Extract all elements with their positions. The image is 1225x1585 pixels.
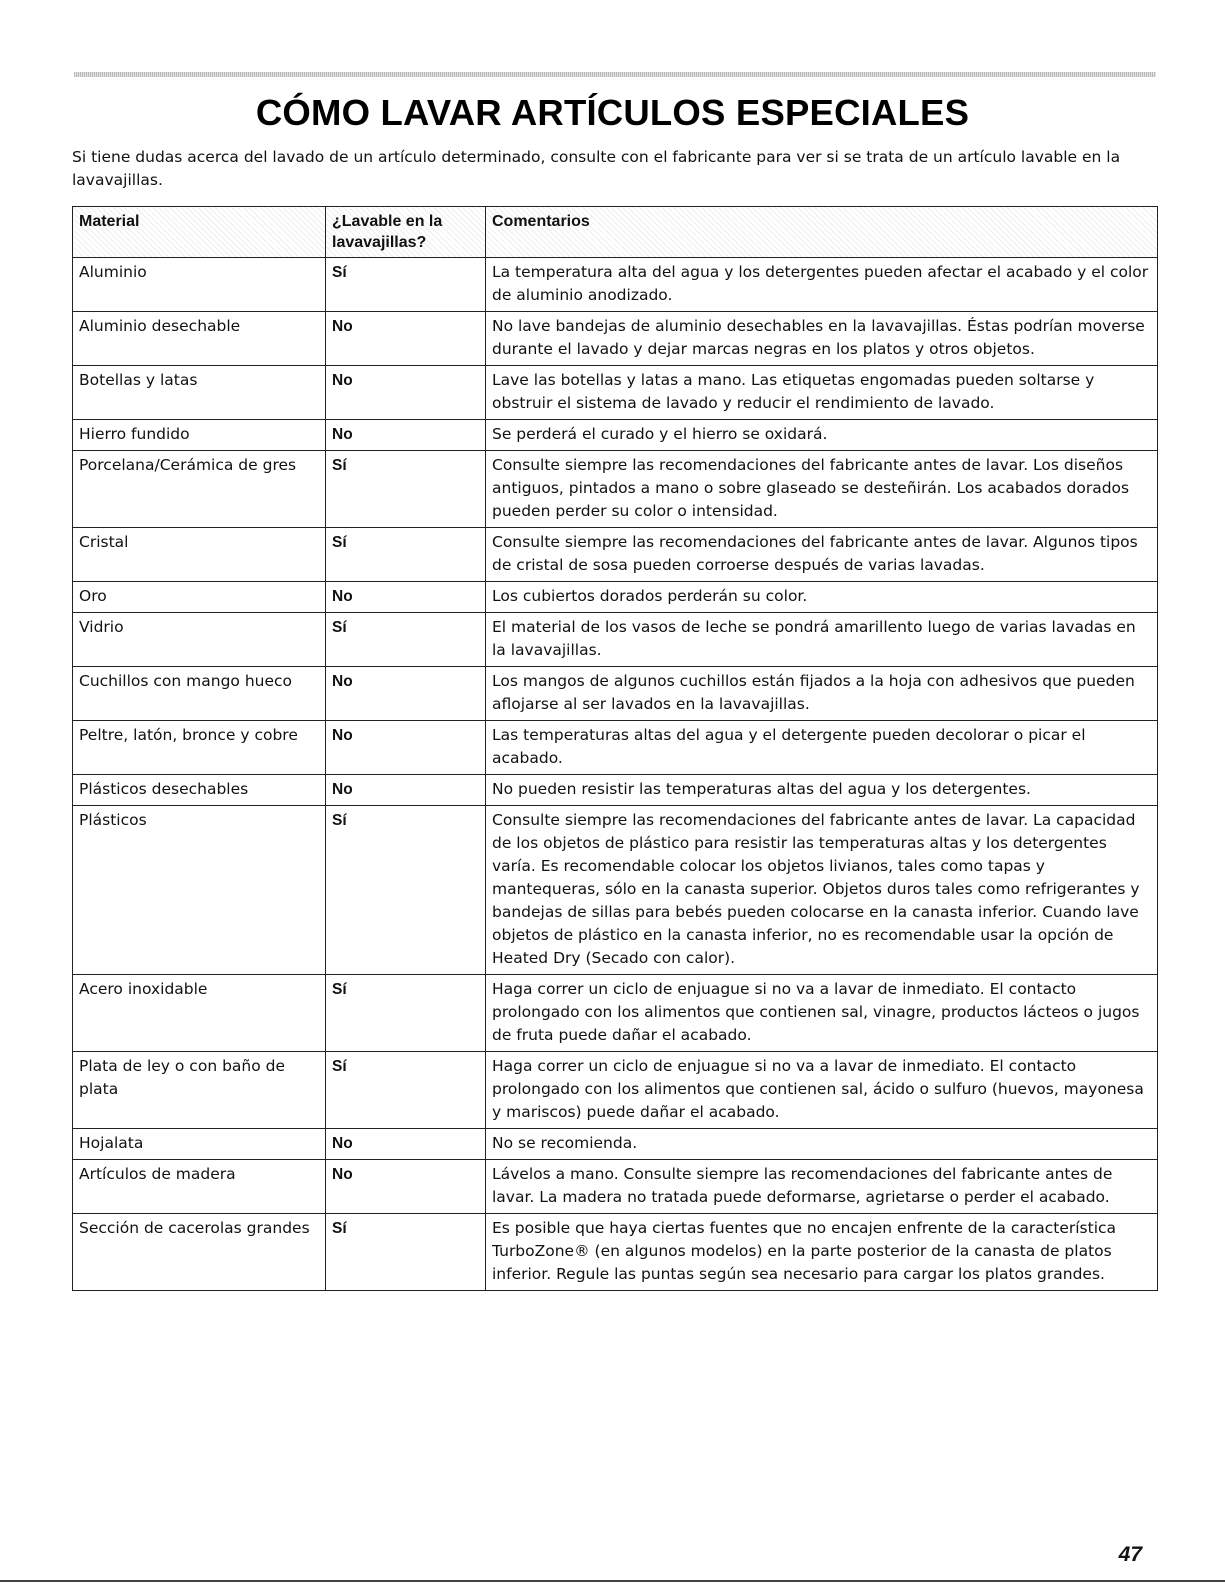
comment-cell: Haga correr un ciclo de enjuague si no va a lavar de inmediato. El contacto prolongado con los alimentos que contienen sal, ácido o sulfuro (huevos, mayonesa y mariscos) puede dañar el acabado.	[486, 1052, 1158, 1129]
special-items-table	[72, 206, 1158, 1291]
comment-cell: Lave las botellas y latas a mano. Las etiquetas engomadas pueden soltarse y obstruir el sistema de lavado y reducir el rendimiento de lavado.	[486, 366, 1158, 420]
comment-cell: Consulte siempre las recomendaciones del fabricante antes de lavar. La capacidad de los objetos de plástico para resistir las temperaturas altas y los detergentes varía. Es recomendable colocar los objetos livianos, tales como tapas y mantequeras, sólo en la canasta superior. Objetos duros tales como refrigerantes y bandejas de sillas para bebés pueden colocarse en la canasta inferior. Cuando lave objetos de plástico en la canasta inferior, no es recomendable usar la opción de Heated Dry (Secado con calor).	[486, 806, 1158, 975]
washable-cell: No	[326, 775, 486, 806]
material-cell: Peltre, latón, bronce y cobre	[73, 721, 326, 775]
material-cell: Artículos de madera	[73, 1160, 326, 1214]
comment-cell: Los mangos de algunos cuchillos están fijados a la hoja con adhesivos que pueden aflojarse al ser lavados en la lavavajillas.	[486, 667, 1158, 721]
material-cell: Plásticos desechables	[73, 775, 326, 806]
table-row	[73, 806, 1158, 975]
washable-cell: Sí	[326, 1052, 486, 1129]
page-title: CÓMO LAVAR ARTÍCULOS ESPECIALES	[255, 92, 970, 133]
top-rule	[74, 72, 1156, 77]
comment-cell: Lávelos a mano. Consulte siempre las recomendaciones del fabricante antes de lavar. La madera no tratada puede deformarse, agrietarse o perder el acabado.	[486, 1160, 1158, 1214]
material-cell: Sección de cacerolas grandes	[73, 1214, 326, 1291]
table-header-row	[73, 207, 1158, 258]
material-cell: Aluminio	[73, 258, 326, 312]
table-row	[73, 613, 1158, 667]
table-row	[73, 775, 1158, 806]
comment-cell: La temperatura alta del agua y los detergentes pueden afectar el acabado y el color de aluminio anodizado.	[486, 258, 1158, 312]
washable-cell: No	[326, 1129, 486, 1160]
bottom-rule	[0, 1580, 1225, 1582]
material-cell: Oro	[73, 582, 326, 613]
comment-cell: No pueden resistir las temperaturas altas del agua y los detergentes.	[486, 775, 1158, 806]
comment-cell: Haga correr un ciclo de enjuague si no va a lavar de inmediato. El contacto prolongado con los alimentos que contienen sal, vinagre, productos lácteos o jugos de fruta puede dañar el acabado.	[486, 975, 1158, 1052]
table-row	[73, 312, 1158, 366]
page-number: 47	[1118, 1543, 1142, 1566]
table-row	[73, 975, 1158, 1052]
material-cell: Botellas y latas	[73, 366, 326, 420]
washable-cell: No	[326, 721, 486, 775]
material-cell: Plásticos	[73, 806, 326, 975]
comment-cell: El material de los vasos de leche se pondrá amarillento luego de varias lavadas en la lavavajillas.	[486, 613, 1158, 667]
material-cell: Hierro fundido	[73, 420, 326, 451]
material-cell: Aluminio desechable	[73, 312, 326, 366]
table-row	[73, 721, 1158, 775]
washable-cell: No	[326, 667, 486, 721]
table-row	[73, 366, 1158, 420]
material-cell: Porcelana/Cerámica de gres	[73, 451, 326, 528]
washable-cell: Sí	[326, 975, 486, 1052]
comment-cell: No se recomienda.	[486, 1129, 1158, 1160]
table-row	[73, 528, 1158, 582]
material-cell: Cuchillos con mango hueco	[73, 667, 326, 721]
table-row	[73, 258, 1158, 312]
intro-paragraph: Si tiene dudas acerca del lavado de un artículo determinado, consulte con el fabricante para ver si se trata de un artículo lavable en la lavavajillas.	[72, 148, 1121, 189]
washable-cell: No	[326, 312, 486, 366]
washable-cell: No	[326, 582, 486, 613]
comment-cell: Los cubiertos dorados perderán su color.	[486, 582, 1158, 613]
table-row	[73, 582, 1158, 613]
comment-cell: Consulte siempre las recomendaciones del fabricante antes de lavar. Los diseños antiguos, pintados a mano o sobre glaseado se desteñirán. Los acabados dorados pueden perder su color o intensidad.	[486, 451, 1158, 528]
comment-cell: Consulte siempre las recomendaciones del fabricante antes de lavar. Algunos tipos de cristal de sosa pueden corroerse después de varias lavadas.	[486, 528, 1158, 582]
washable-cell: No	[326, 420, 486, 451]
table-row	[73, 1160, 1158, 1214]
table-row	[73, 667, 1158, 721]
table-row	[73, 420, 1158, 451]
table-row	[73, 1129, 1158, 1160]
table-row	[73, 451, 1158, 528]
table-row	[73, 1214, 1158, 1291]
comment-cell: No lave bandejas de aluminio desechables en la lavavajillas. Éstas podrían moverse durante el lavado y dejar marcas negras en los platos y otros objetos.	[486, 312, 1158, 366]
comment-cell: Es posible que haya ciertas fuentes que no encajen enfrente de la característica TurboZone® (en algunos modelos) en la parte posterior de la canasta de platos inferior. Regule las puntas según sea necesario para cargar los platos grandes.	[486, 1214, 1158, 1291]
washable-cell: Sí	[326, 451, 486, 528]
header-material: Material	[73, 207, 326, 258]
washable-cell: Sí	[326, 806, 486, 975]
material-cell: Plata de ley o con baño de plata	[73, 1052, 326, 1129]
header-washable: ¿Lavable en la lavavajillas?	[326, 207, 486, 258]
material-cell: Cristal	[73, 528, 326, 582]
comment-cell: Se perderá el curado y el hierro se oxidará.	[486, 420, 1158, 451]
washable-cell: No	[326, 366, 486, 420]
washable-cell: No	[326, 1160, 486, 1214]
comment-cell: Las temperaturas altas del agua y el detergente pueden decolorar o picar el acabado.	[486, 721, 1158, 775]
header-comments: Comentarios	[486, 207, 1158, 258]
table-row	[73, 1052, 1158, 1129]
material-cell: Acero inoxidable	[73, 975, 326, 1052]
material-cell: Hojalata	[73, 1129, 326, 1160]
washable-cell: Sí	[326, 528, 486, 582]
material-cell: Vidrio	[73, 613, 326, 667]
washable-cell: Sí	[326, 613, 486, 667]
washable-cell: Sí	[326, 1214, 486, 1291]
washable-cell: Sí	[326, 258, 486, 312]
